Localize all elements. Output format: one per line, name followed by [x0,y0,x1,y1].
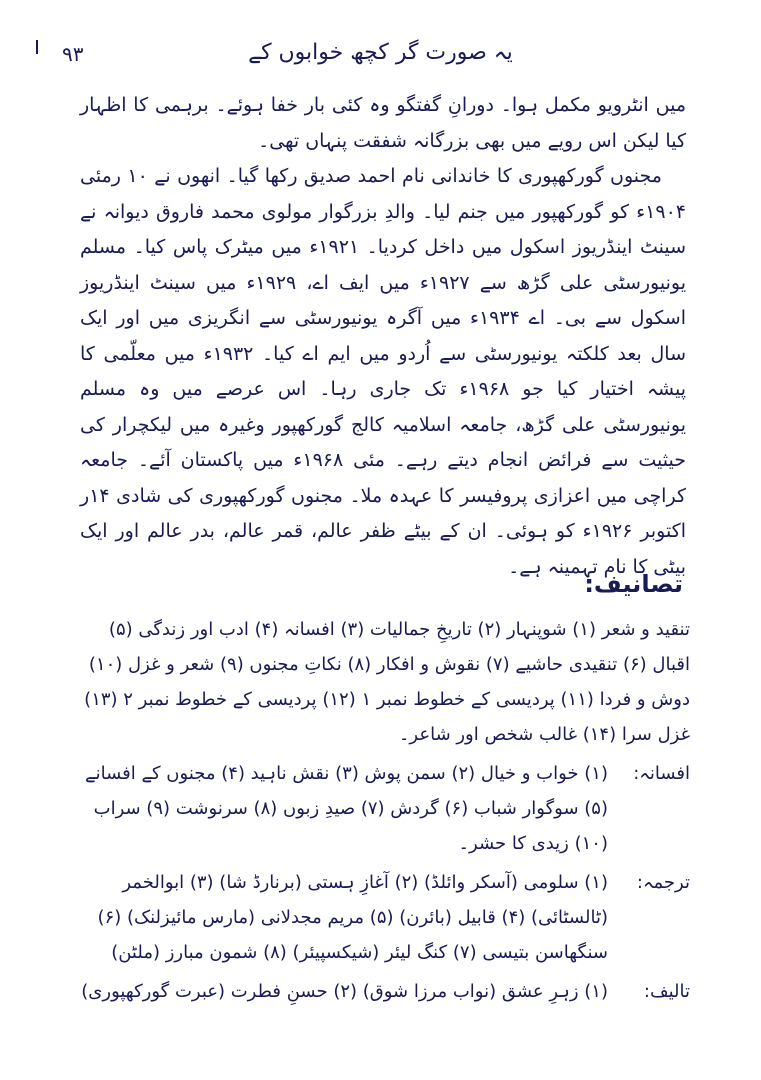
category-items: (۱) سلومی (آسکر وائلڈ) (۲) آغازِ ہستی (برنارڈ شا) (۳) ابوالخمر (ٹالسٹائی) (۴) قابیل (بائرن) (۵) مریم مجدلانی (مارس مائیزلنک) (۶) سنگھاسن بتیسی (۷) کنگ لیئر (شیکسپیئر) (۸) شمون مبارز (ملٹن) [97,872,608,963]
works-category-criticism-poetry [70,612,690,752]
running-title: یہ صورت گر کچھ خوابوں کے [248,40,513,65]
works-category-fiction [70,756,690,861]
category-items: (۱) زہرِ عشق (نواب مرزا شوق) (۲) حسنِ فطرت (عبرت گورکھپوری) [81,981,608,1002]
paragraph: میں انٹرویو مکمل ہوا۔ دورانِ گفتگو وہ کئی بار خفا ہوئے۔ برہمی کا اظہار کیا لیکن اس رویے میں بھی بزرگانہ شفقت پنہاں تھی۔ [80,94,686,152]
category-label: افسانہ: [633,763,690,784]
works-heading: تصانیف: [584,570,683,598]
page-number: ٩٣ [62,42,84,66]
category-items: (۱) شوپنہار (۲) تاریخِ جمالیات (۳) افسانہ (۴) ادب اور زندگی (۵) اقبال (۶) تنقیدی حاشیے (۷) نقوش و افکار (۸) نکاتِ مجنوں (۹) شعر و غزل (۱۰) دوش و فردا (۱۱) پردیسی کے خطوط نمبر ۱ (۱۲) پردیسی کے خطوط نمبر ۲ (۱۳) غزل سرا (۱۴) غالب شخص اور شاعر۔ [84,619,690,745]
body-text [80,88,686,585]
paragraph: مجنوں گورکھپوری کا خاندانی نام احمد صدیق رکھا گیا۔ انھوں نے ۱۰ رمئی ۱۹۰۴ء کو گورکھپور میں جنم لیا۔ والدِ بزرگوار مولوی محمد فاروق دیوانہ نے سینٹ اینڈریوز اسکول میں داخل کردیا۔ ۱۹۲۱ء میں میٹرک پاس کیا۔ مسلم یونیورسٹی علی گڑھ سے ۱۹۲۷ء میں ایف اے، ۱۹۲۹ء میں سینٹ اینڈریوز اسکول سے بی۔ اے ۱۹۳۴ء میں آگرہ یونیورسٹی سے انگریزی میں اور ایک سال بعد کلکتہ یونیورسٹی سے اُردو میں ایم اے کیا۔ ۱۹۳۲ء میں معلّمی کا پیشہ اختیار کیا جو ۱۹۶۸ء تک جاری رہا۔ اس عرصے میں وہ مسلم یونیورسٹی علی گڑھ، جامعہ اسلامیہ کالج گورکھپور وغیرہ میں لیکچرار کی حیثیت سے فرائض انجام دیتے رہے۔ مئی ۱۹۶۸ء میں پاکستان آئے۔ جامعہ کراچی میں اعزازی پروفیسر کا عہدہ ملا۔ مجنوں گورکھپوری کی شادی ۱۴ر اکتوبر ۱۹۲۶ء کو ہوئی۔ ان کے بیٹے ظفر عالم، قمر عالم، بدر عالم اور ایک بیٹی کا نام تہمینہ ہے۔ [80,165,687,578]
works-list [70,612,690,1013]
works-category-compilation [70,974,690,1009]
category-label: ترجمہ: [636,872,690,893]
category-items: (۱) خواب و خیال (۲) سمن پوش (۳) نقش ناہید (۴) مجنوں کے افسانے (۵) سوگوار شباب (۶) گردش (۷) صیدِ زبوں (۸) سرنوشت (۹) سراب (۱۰) زیدی کا حشر۔ [85,763,608,854]
category-label: تالیف: [643,981,690,1002]
works-category-translation [70,865,690,970]
category-label: تنقید و شعر [601,619,690,640]
category-text [70,612,690,752]
